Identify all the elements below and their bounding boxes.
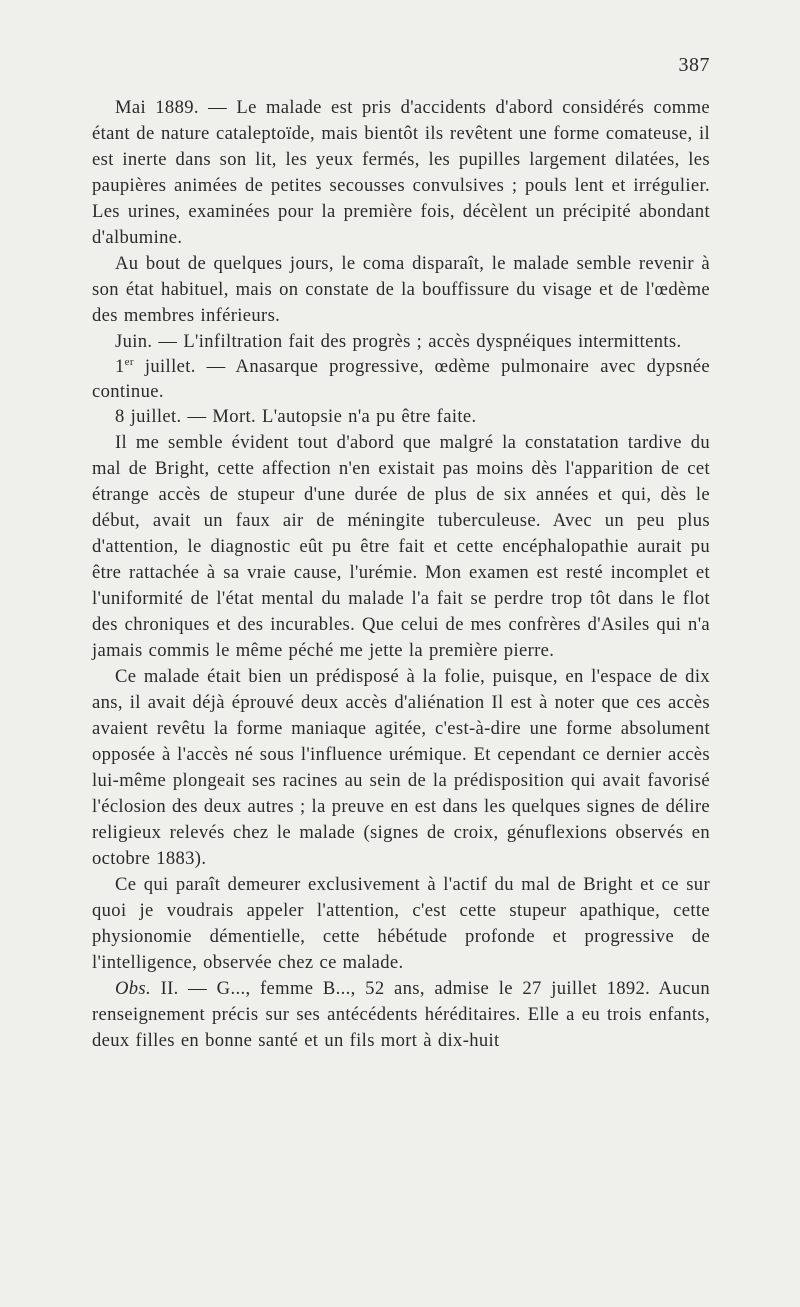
observation-label: Obs. bbox=[115, 978, 152, 999]
body-text bbox=[92, 95, 710, 1054]
paragraph-predisposition: Ce malade était bien un prédisposé à la folie, puisque, en l'espace de dix ans, il avait déjà éprouvé deux accès d'aliénation Il est à noter que ces accès avaient revêtu la forme maniaque agitée, c'est-à-dire une forme absolument opposée à l'accès né sous l'influence urémique. Et cependant ce dernier accès lui-même plongeait ses racines au sein de la prédisposition qui avait favorisé l'éclosion des deux autres ; la preuve en est dans les quelques signes de délire religieux relevés chez le malade (signes de croix, génuflexions observés en octobre 1883). bbox=[92, 666, 710, 869]
paragraph-july-eighth: 8 juillet. — Mort. L'autopsie n'a pu être faite. bbox=[115, 406, 477, 427]
paragraph-july-first bbox=[92, 355, 710, 404]
paragraph-june: Juin. — L'infiltration fait des progrès ; accès dyspnéiques intermittents. bbox=[115, 331, 682, 352]
observation-text: II. — G..., femme B..., 52 ans, admise le 27 juillet 1892. Aucun renseignement précis sur ses antécédents héréditaires. Elle a eu trois enfants, deux filles en bonne santé et un fils mort à dix-huit bbox=[92, 978, 710, 1051]
date-day: 1 bbox=[115, 356, 125, 377]
date-ordinal: er bbox=[124, 356, 134, 368]
paragraph-observation-2 bbox=[92, 976, 710, 1054]
paragraph-coma-disappears: Au bout de quelques jours, le coma disparaît, le malade semble revenir à son état habituel, mais on constate de la bouffissure du visage et de l'œdème des membres inférieurs. bbox=[92, 253, 710, 326]
paragraph-conclusion: Ce qui paraît demeurer exclusivement à l'actif du mal de Bright et ce sur quoi je voudrais appeler l'attention, c'est cette stupeur apathique, cette physionomie démentielle, cette hébétude profonde et progressive de l'intelligence, observée chez ce malade. bbox=[92, 874, 710, 973]
paragraph-may-1889: Mai 1889. — Le malade est pris d'accidents d'abord considérés comme étant de nature cataleptoïde, mais bientôt ils revêtent une forme comateuse, il est inerte dans son lit, les yeux fermés, les pupilles largement dilatées, les paupières animées de petites secousses convulsives ; pouls lent et irrégulier. Les urines, examinées pour la première fois, décèlent un précipité abondant d'albumine. bbox=[92, 97, 710, 248]
page-number: 387 bbox=[678, 54, 710, 76]
paragraph-discussion: Il me semble évident tout d'abord que malgré la constatation tardive du mal de Bright, cette affection n'en existait pas moins dès l'apparition de cet étrange accès de stupeur d'une durée de plus de six années et qui, dès le début, avait un faux air de méningite tuberculeuse. Avec un peu plus d'attention, le diagnostic eût pu être fait et cette encéphalopathie aurait pu être rattachée à sa vraie cause, l'urémie. Mon examen est resté incomplet et l'uniformité de l'état mental du malade l'a fait se perdre trop tôt dans le flot des chroniques et des incurables. Que celui de mes confrères d'Asiles qui n'a jamais commis le même péché me jette la première pierre. bbox=[92, 432, 710, 661]
paragraph-july-first-text: juillet. — Anasarque progressive, œdème pulmonaire avec dypsnée continue. bbox=[92, 356, 710, 402]
